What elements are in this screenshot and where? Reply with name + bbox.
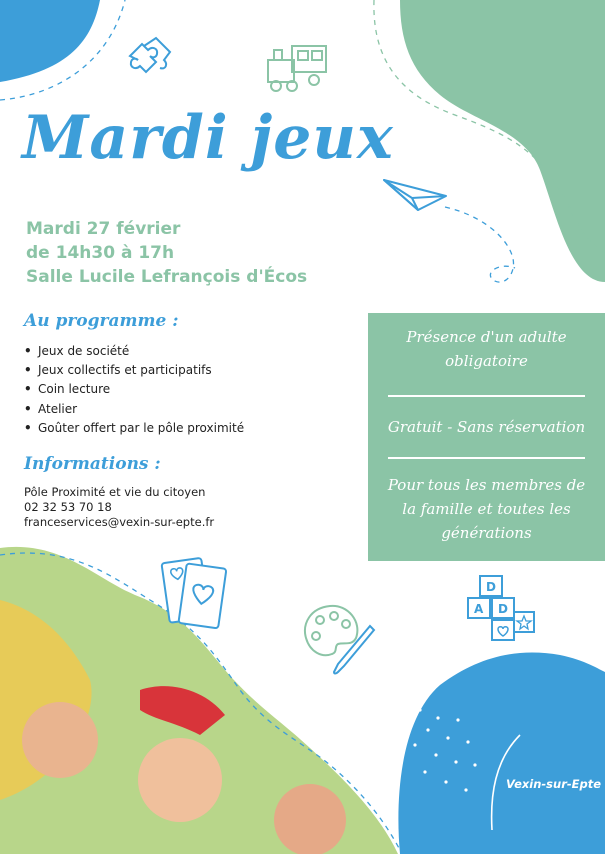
event-time: de 14h30 à 17h	[26, 243, 175, 263]
list-item: • Atelier	[24, 401, 78, 416]
notice-free: Gratuit - Sans réservation	[387, 418, 586, 436]
notice-box	[368, 313, 605, 561]
paint-palette-icon	[300, 600, 380, 678]
photo-child-face-2	[138, 738, 222, 822]
contact-email: franceservices@vexin-sur-epte.fr	[24, 515, 215, 529]
programme-list	[24, 343, 244, 439]
programme-heading: Au programme :	[24, 311, 179, 331]
paper-plane-icon	[382, 176, 450, 216]
notice-divider	[388, 395, 585, 397]
contact-organization: Pôle Proximité et vie du citoyen	[24, 485, 206, 499]
playing-cards-icon	[158, 554, 230, 634]
svg-text:D: D	[498, 602, 508, 616]
list-item: • Jeux de société	[24, 344, 130, 358]
list-item: • Jeux collectifs et participatifs	[24, 363, 212, 378]
event-date: Mardi 27 février	[26, 219, 181, 239]
top-right-green-blob	[400, 0, 605, 282]
toy-blocks-icon	[462, 572, 538, 646]
photo-child-face-1	[22, 702, 98, 778]
puzzle-icon	[120, 34, 180, 86]
photo-child-face-3	[274, 784, 346, 854]
contact-phone: 02 32 53 70 18	[24, 500, 112, 514]
notice-divider	[388, 457, 585, 459]
list-item: • Goûter offert par le pôle proximité	[24, 420, 245, 435]
list-item: • Coin lecture	[24, 382, 111, 397]
notice-all-generations: Pour tous les membres de la famille et toutes les générations	[387, 476, 586, 542]
page-title: Mardi jeux	[22, 103, 394, 173]
contact-block	[24, 485, 214, 530]
svg-text:D: D	[486, 580, 496, 594]
event-place: Salle Lucile Lefrançois d'Écos	[26, 267, 308, 287]
brand-logo-text: Vexin-sur-Epte	[506, 777, 602, 791]
svg-text:A: A	[474, 602, 484, 616]
toy-train-icon	[262, 36, 334, 98]
top-left-blue-blob	[0, 0, 100, 82]
paper-plane-trail	[445, 207, 515, 282]
bottom-right-blue-blob	[398, 653, 605, 854]
notice-adult-required: Présence d'un adulte obligatoire	[406, 328, 567, 370]
informations-heading: Informations :	[24, 454, 161, 474]
